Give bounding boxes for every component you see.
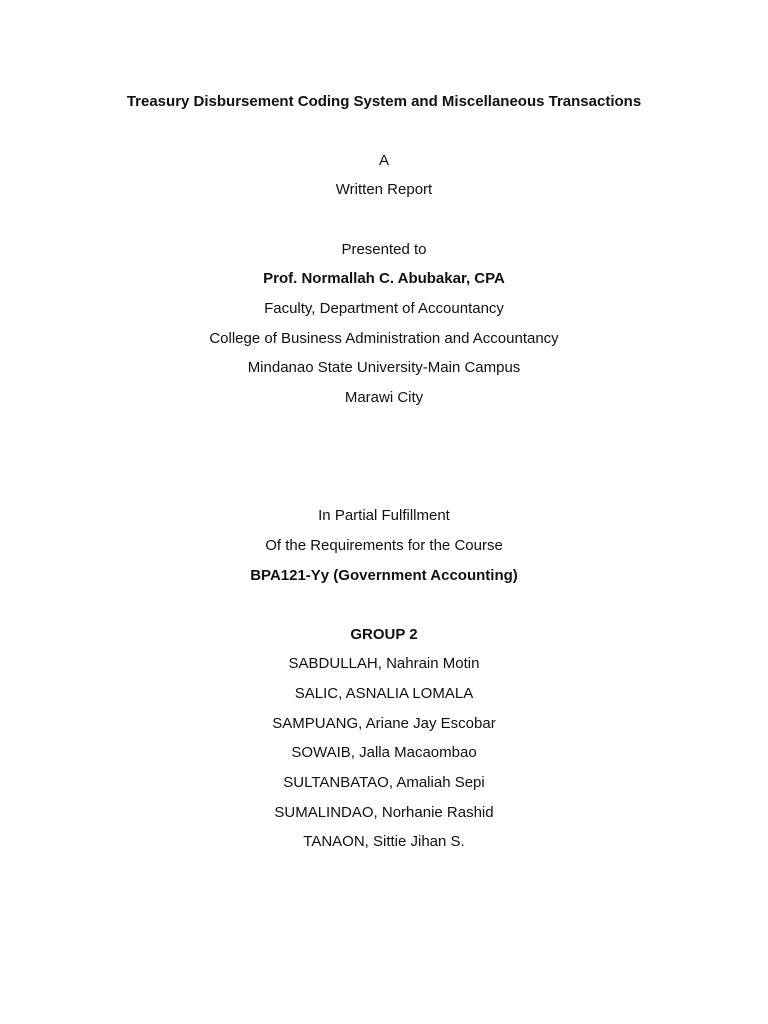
- report-article: A: [378, 152, 389, 169]
- university-line: Mindanao State University-Main Campus: [247, 359, 521, 376]
- report-title: Treasury Disbursement Coding System and Miscellaneous Transactions: [126, 93, 642, 110]
- presented-to-label: Presented to: [341, 241, 427, 258]
- fulfillment-line-1: In Partial Fulfillment: [318, 507, 450, 524]
- professor-name: Prof. Normallah C. Abubakar, CPA: [263, 270, 505, 287]
- group-member: SALIC, ASNALIA LOMALA: [294, 685, 474, 702]
- group-member: SAMPUANG, Ariane Jay Escobar: [272, 715, 496, 732]
- report-type: Written Report: [335, 181, 433, 198]
- group-member: TANAON, Sittie Jihan S.: [303, 833, 465, 850]
- group-member: SOWAIB, Jalla Macaombao: [291, 744, 477, 761]
- course-name: BPA121-Yy (Government Accounting): [250, 567, 518, 584]
- group-member: SULTANBATAO, Amaliah Sepi: [283, 774, 485, 791]
- college-line: College of Business Administration and Accountancy: [209, 330, 559, 347]
- group-name: GROUP 2: [350, 626, 418, 643]
- fulfillment-line-2: Of the Requirements for the Course: [265, 537, 503, 554]
- faculty-line: Faculty, Department of Accountancy: [264, 300, 504, 317]
- city-line: Marawi City: [344, 389, 424, 406]
- group-member: SUMALINDAO, Norhanie Rashid: [274, 804, 494, 821]
- group-member: SABDULLAH, Nahrain Motin: [288, 655, 480, 672]
